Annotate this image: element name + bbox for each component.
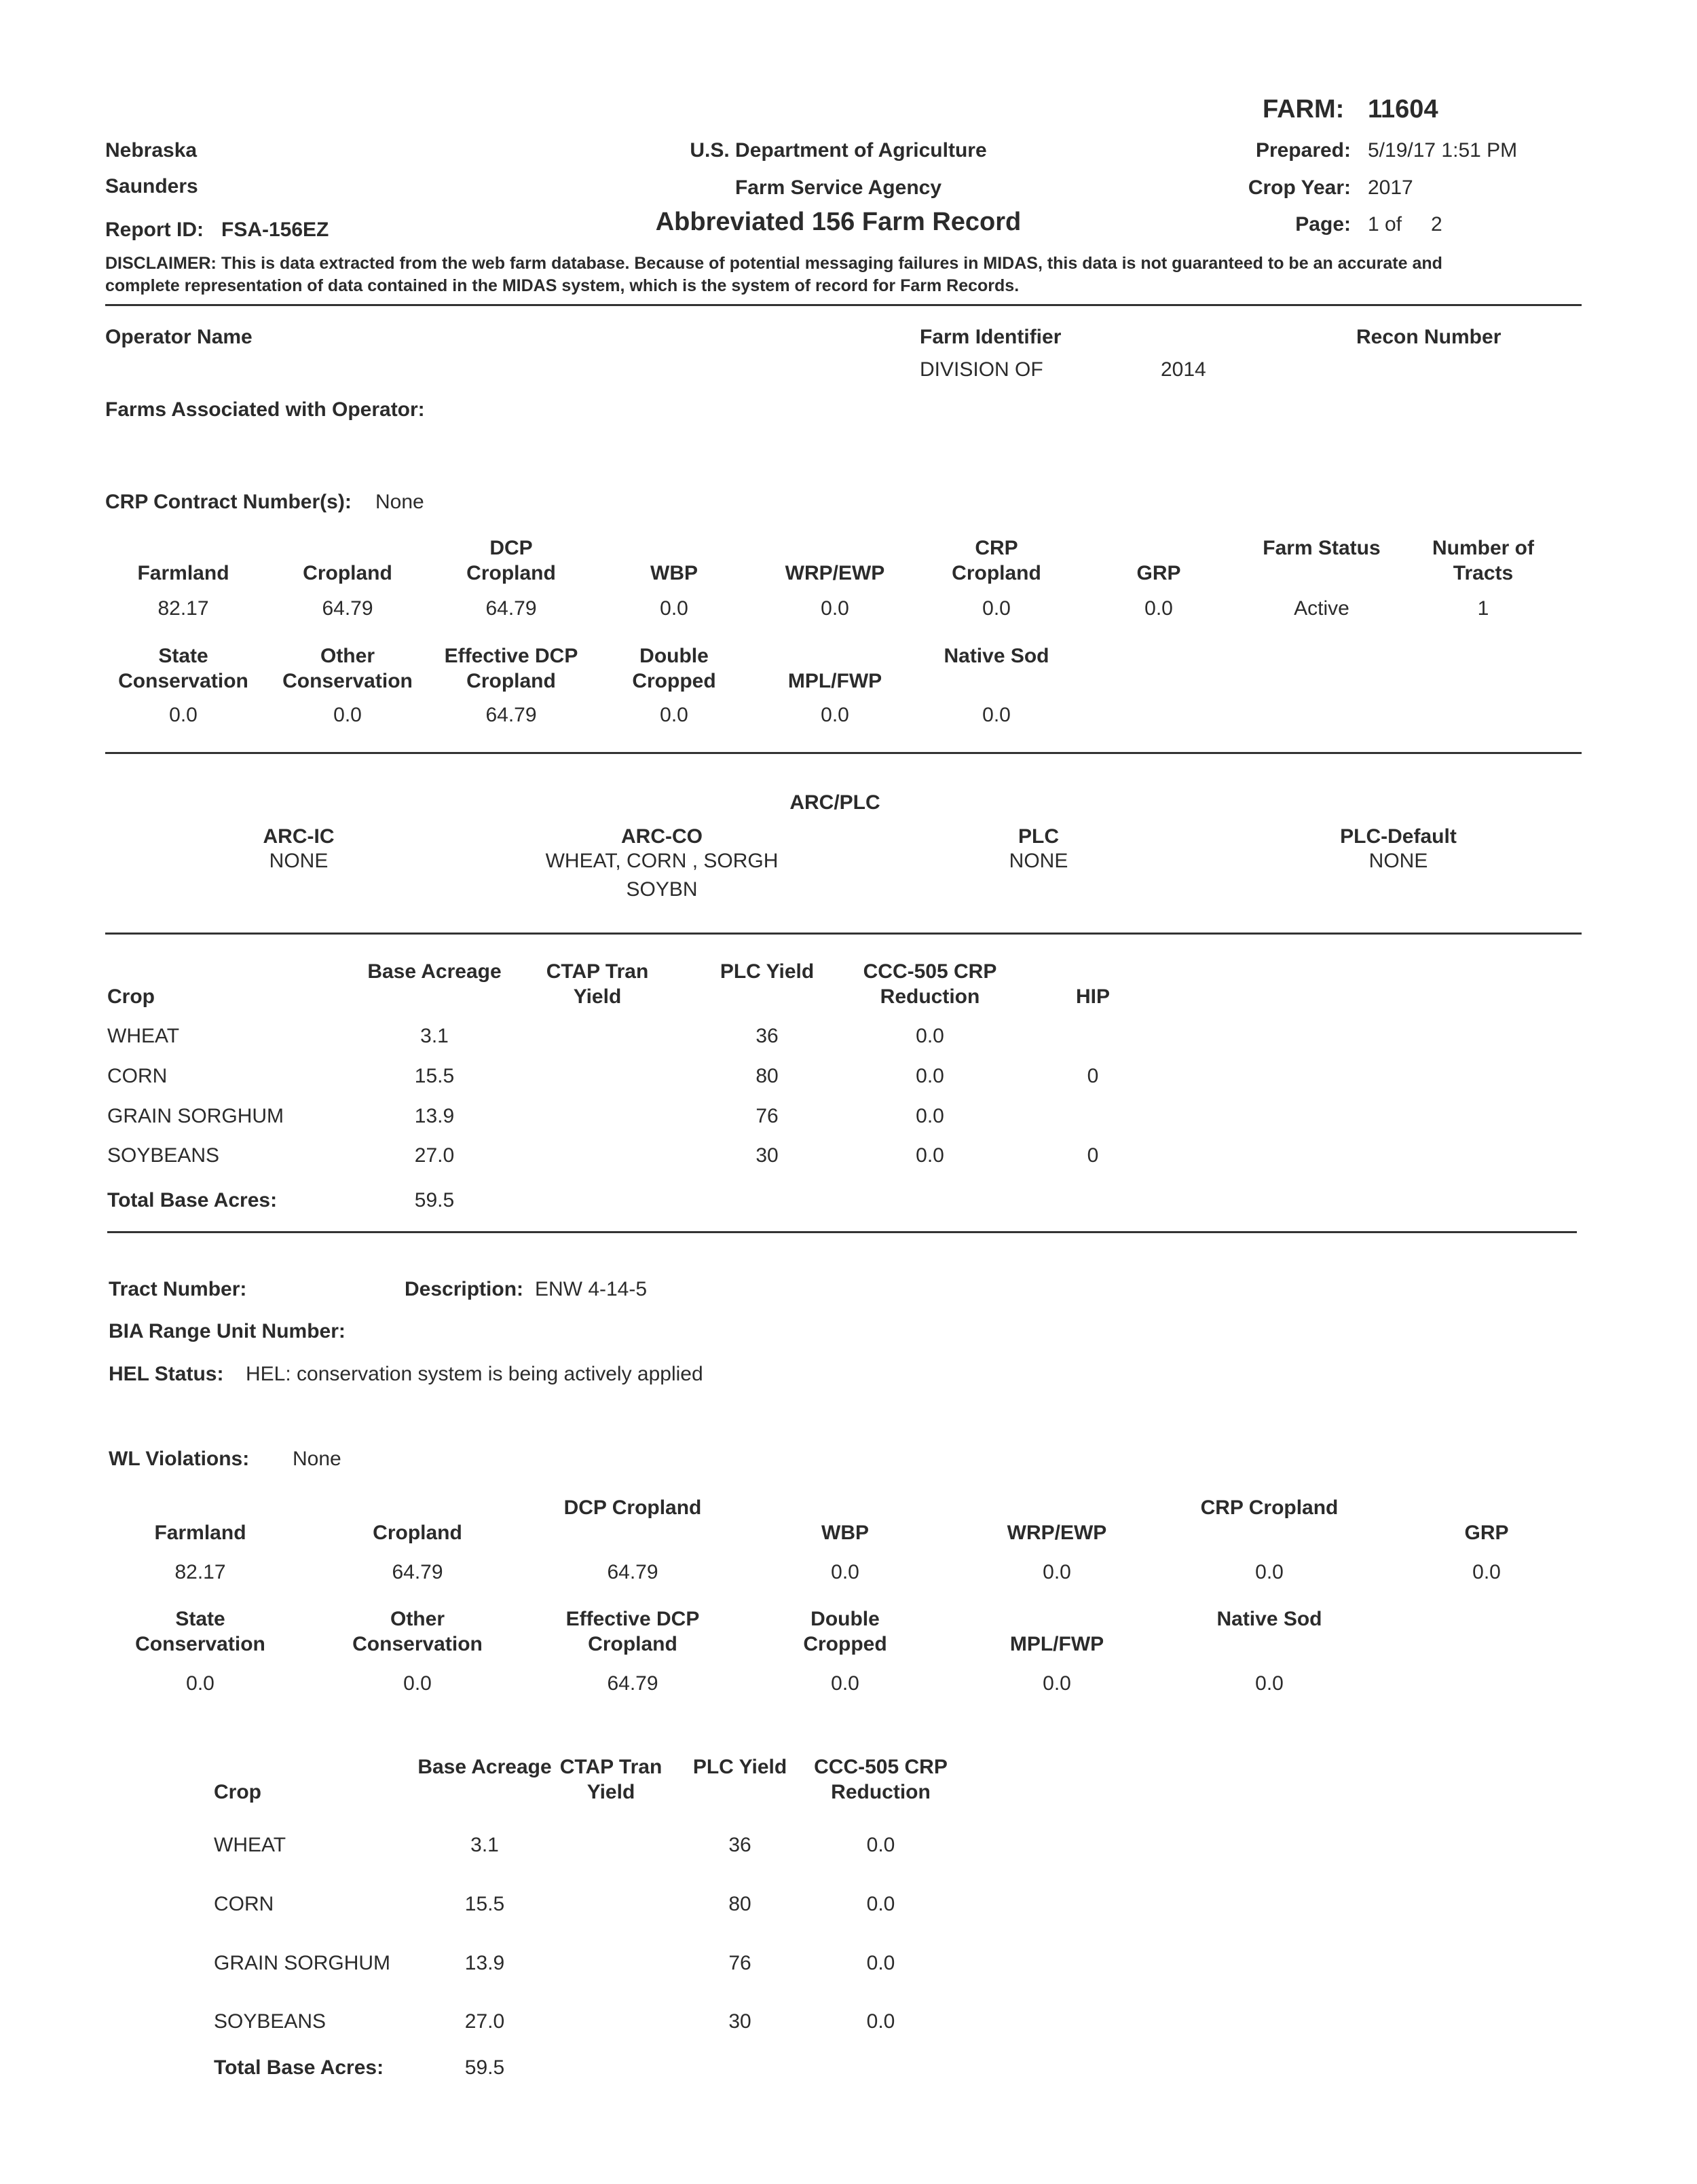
disclaimer-line1: This is data extracted from the web farm database. Because of potential messaging failures in MIDAS, this data is not guaranteed to be an accurate and [221, 254, 1442, 273]
disclaimer [105, 252, 1442, 297]
farm-val-other-conservation: 0.0 [333, 704, 362, 726]
farm-hdr-crp-cropland: CRP Cropland [952, 537, 1041, 584]
arc-ic-value: NONE [269, 850, 329, 872]
crop-ccc505: 0.0 [916, 1144, 944, 1167]
farm-hdr-state-conservation: State Conservation [118, 645, 248, 692]
crop-name: SOYBEANS [107, 1144, 220, 1167]
total-base-acres-label: Total Base Acres: [107, 1189, 278, 1211]
farm-hdr-other-conservation: Other Conservation [282, 645, 413, 692]
page-current: 1 of [1368, 213, 1402, 236]
farm-val-wbp: 0.0 [660, 597, 688, 620]
crop-ccc505: 0.0 [916, 1065, 944, 1087]
farm-val-double-cropped: 0.0 [660, 704, 688, 726]
crop-hdr-plc-yield: PLC Yield [720, 960, 815, 983]
agency-name: Farm Service Agency [734, 176, 942, 199]
crp-contract-value: None [375, 491, 424, 513]
crop-base: 15.5 [464, 1893, 505, 1915]
crop-base: 13.9 [414, 1105, 455, 1127]
crop-ccc505: 0.0 [866, 1834, 895, 1856]
crop-hip: 0 [1087, 1065, 1099, 1087]
crop-hdr-hip: HIP [1075, 985, 1110, 1008]
farm-val-native-sod: 0.0 [982, 704, 1011, 726]
crop-plc-yield: 30 [756, 1144, 779, 1167]
crop-plc-yield: 36 [756, 1025, 779, 1047]
arc-co-label: ARC-CO [621, 825, 703, 848]
tract-val-state-conservation: 0.0 [186, 1672, 215, 1695]
tract-val-native-sod: 0.0 [1255, 1672, 1284, 1695]
department-name: U.S. Department of Agriculture [690, 139, 987, 162]
page-title: Abbreviated 156 Farm Record [655, 208, 1022, 236]
tract-val-wbp: 0.0 [831, 1561, 859, 1583]
crop-name: CORN [214, 1893, 274, 1915]
crop-base: 15.5 [414, 1065, 455, 1087]
crop-name: CORN [107, 1065, 168, 1087]
farm-number: 11604 [1368, 95, 1438, 124]
tract-val-other-conservation: 0.0 [403, 1672, 432, 1695]
tract-hdr-grp: GRP [1464, 1522, 1509, 1544]
county-name: Saunders [105, 175, 198, 197]
crop-ccc505: 0.0 [866, 1893, 895, 1915]
tract-val-double-cropped: 0.0 [831, 1672, 859, 1695]
tract-val-dcp-cropland: 64.79 [607, 1561, 658, 1583]
disclaimer-label: DISCLAIMER: [105, 254, 217, 273]
tract-hdr-wbp: WBP [821, 1522, 869, 1544]
tract-val-mpl-fwp: 0.0 [1043, 1672, 1071, 1695]
tract-hdr-other-conservation: Other Conservation [352, 1608, 483, 1655]
tract-hdr-dcp-cropland: DCP Cropland [563, 1496, 702, 1519]
farm-val-cropland: 64.79 [322, 597, 373, 620]
divider [105, 752, 1582, 754]
tract-crop-hdr-plc-yield: PLC Yield [692, 1756, 787, 1778]
crop-base: 3.1 [420, 1025, 449, 1047]
tract-hdr-farmland: Farmland [154, 1522, 246, 1544]
tract-crop-hdr-base-acreage: Base Acreage [417, 1756, 552, 1778]
prepared-label: Prepared: [1255, 139, 1351, 162]
crop-ccc505: 0.0 [916, 1025, 944, 1047]
divider [105, 304, 1582, 306]
arc-co-line2: SOYBN [626, 878, 698, 901]
farm-identifier-year: 2014 [1161, 358, 1206, 381]
crop-plc-yield: 30 [728, 2010, 751, 2033]
tract-val-crp-cropland: 0.0 [1255, 1561, 1284, 1583]
plc-label: PLC [1018, 825, 1059, 848]
arc-ic-label: ARC-IC [263, 825, 335, 848]
tract-val-cropland: 64.79 [392, 1561, 443, 1583]
crop-plc-yield: 76 [756, 1105, 779, 1127]
tract-crop-hdr-ccc505: CCC-505 CRP Reduction [814, 1756, 948, 1803]
farm-hdr-effective-dcp: Effective DCP Cropland [444, 645, 578, 692]
farm-hdr-double-cropped: Double Cropped [632, 645, 716, 692]
crop-base: 13.9 [464, 1952, 505, 1974]
tract-val-grp: 0.0 [1472, 1561, 1501, 1583]
crop-hdr-crop: Crop [107, 985, 155, 1008]
plc-default-value: NONE [1368, 850, 1428, 872]
crop-plc-yield: 80 [728, 1893, 751, 1915]
tract-total-base-acres-label: Total Base Acres: [214, 2056, 384, 2079]
farm-val-wrp-ewp: 0.0 [821, 597, 849, 620]
farm-hdr-farmland: Farmland [137, 562, 229, 584]
crop-year-value: 2017 [1368, 176, 1413, 199]
crop-base: 27.0 [414, 1144, 455, 1167]
crop-hdr-base-acreage: Base Acreage [367, 960, 502, 983]
farm-identifier-value: DIVISION OF [920, 358, 1043, 381]
divider [107, 1231, 1577, 1233]
tract-val-effective-dcp: 64.79 [607, 1672, 658, 1695]
tract-hdr-mpl-fwp: MPL/FWP [1009, 1633, 1104, 1655]
farm-hdr-cropland: Cropland [303, 562, 392, 584]
bia-range-unit-label: BIA Range Unit Number: [109, 1320, 346, 1342]
tract-crop-hdr-crop: Crop [214, 1781, 261, 1803]
crop-ccc505: 0.0 [916, 1105, 944, 1127]
farm-hdr-wbp: WBP [650, 562, 698, 584]
farm-label: FARM: [1263, 95, 1345, 124]
description-value: ENW 4-14-5 [535, 1278, 648, 1300]
crop-year-label: Crop Year: [1248, 176, 1351, 199]
crop-name: WHEAT [214, 1834, 286, 1856]
report-id-label: Report ID: [105, 219, 204, 241]
arc-co-line1: WHEAT, CORN , SORGH [545, 850, 779, 872]
crop-name: WHEAT [107, 1025, 180, 1047]
crop-name: SOYBEANS [214, 2010, 327, 2033]
crop-name: GRAIN SORGHUM [107, 1105, 284, 1127]
disclaimer-line2: complete representation of data contained in the MIDAS system, which is the system of record for Farm Records. [105, 276, 1020, 295]
plc-default-label: PLC-Default [1340, 825, 1457, 848]
crop-base: 27.0 [464, 2010, 505, 2033]
tract-val-farmland: 82.17 [174, 1561, 226, 1583]
farm-hdr-native-sod: Native Sod [944, 645, 1049, 667]
total-base-acres-value: 59.5 [414, 1189, 455, 1211]
farm-hdr-grp: GRP [1136, 562, 1181, 584]
tract-hdr-state-conservation: State Conservation [135, 1608, 265, 1655]
tract-hdr-double-cropped: Double Cropped [803, 1608, 887, 1655]
farm-hdr-farm-status: Farm Status [1263, 537, 1381, 559]
farm-val-grp: 0.0 [1144, 597, 1173, 620]
crop-plc-yield: 36 [728, 1834, 751, 1856]
crop-ccc505: 0.0 [866, 2010, 895, 2033]
description-label: Description: [405, 1278, 524, 1300]
crop-name: GRAIN SORGHUM [214, 1952, 391, 1974]
tract-number-label: Tract Number: [109, 1278, 247, 1300]
farm-val-dcp-cropland: 64.79 [485, 597, 537, 620]
state-name: Nebraska [105, 139, 198, 162]
tract-total-base-acres-value: 59.5 [464, 2056, 505, 2079]
wl-violations-value: None [293, 1448, 341, 1470]
page-label: Page: [1295, 213, 1351, 236]
wl-violations-label: WL Violations: [109, 1448, 250, 1470]
tract-hdr-cropland: Cropland [373, 1522, 462, 1544]
farms-associated-label: Farms Associated with Operator: [105, 398, 425, 421]
plc-value: NONE [1009, 850, 1068, 872]
farm-val-effective-dcp: 64.79 [485, 704, 537, 726]
farm-hdr-number-of-tracts: Number of Tracts [1432, 537, 1534, 584]
crop-plc-yield: 76 [728, 1952, 751, 1974]
tract-hdr-crp-cropland: CRP Cropland [1200, 1496, 1339, 1519]
farm-hdr-wrp-ewp: WRP/EWP [785, 562, 885, 584]
crop-hdr-ctap: CTAP Tran Yield [546, 960, 649, 1008]
crp-contract-label: CRP Contract Number(s): [105, 491, 352, 513]
farm-val-farmland: 82.17 [157, 597, 209, 620]
farm-identifier-label: Farm Identifier [920, 326, 1062, 348]
farm-val-mpl-fwp: 0.0 [821, 704, 849, 726]
crop-ccc505: 0.0 [866, 1952, 895, 1974]
crop-hip: 0 [1087, 1144, 1099, 1167]
report-id: FSA-156EZ [221, 219, 329, 241]
tract-hdr-effective-dcp: Effective DCP Cropland [565, 1608, 700, 1655]
crop-plc-yield: 80 [756, 1065, 779, 1087]
farm-val-crp-cropland: 0.0 [982, 597, 1011, 620]
arcplc-title: ARC/PLC [789, 791, 880, 814]
tract-hdr-wrp-ewp: WRP/EWP [1007, 1522, 1107, 1544]
farm-val-number-of-tracts: 1 [1477, 597, 1489, 620]
divider [105, 933, 1582, 935]
farm-hdr-mpl-fwp: MPL/FWP [787, 670, 882, 692]
hel-status-value: HEL: conservation system is being actively applied [246, 1363, 703, 1385]
recon-number-label: Recon Number [1356, 326, 1502, 348]
crop-hdr-ccc505: CCC-505 CRP Reduction [863, 960, 997, 1008]
page-total: 2 [1431, 213, 1442, 236]
tract-crop-hdr-ctap: CTAP Tran Yield [559, 1756, 663, 1803]
hel-status-label: HEL Status: [109, 1363, 224, 1385]
farm-val-state-conservation: 0.0 [169, 704, 198, 726]
tract-hdr-native-sod: Native Sod [1216, 1608, 1322, 1630]
crop-base: 3.1 [470, 1834, 499, 1856]
tract-val-wrp-ewp: 0.0 [1043, 1561, 1071, 1583]
operator-name-label: Operator Name [105, 326, 253, 348]
prepared-value: 5/19/17 1:51 PM [1368, 139, 1518, 162]
farm-hdr-dcp-cropland: DCP Cropland [466, 537, 556, 584]
farm-val-farm-status: Active [1294, 597, 1349, 620]
